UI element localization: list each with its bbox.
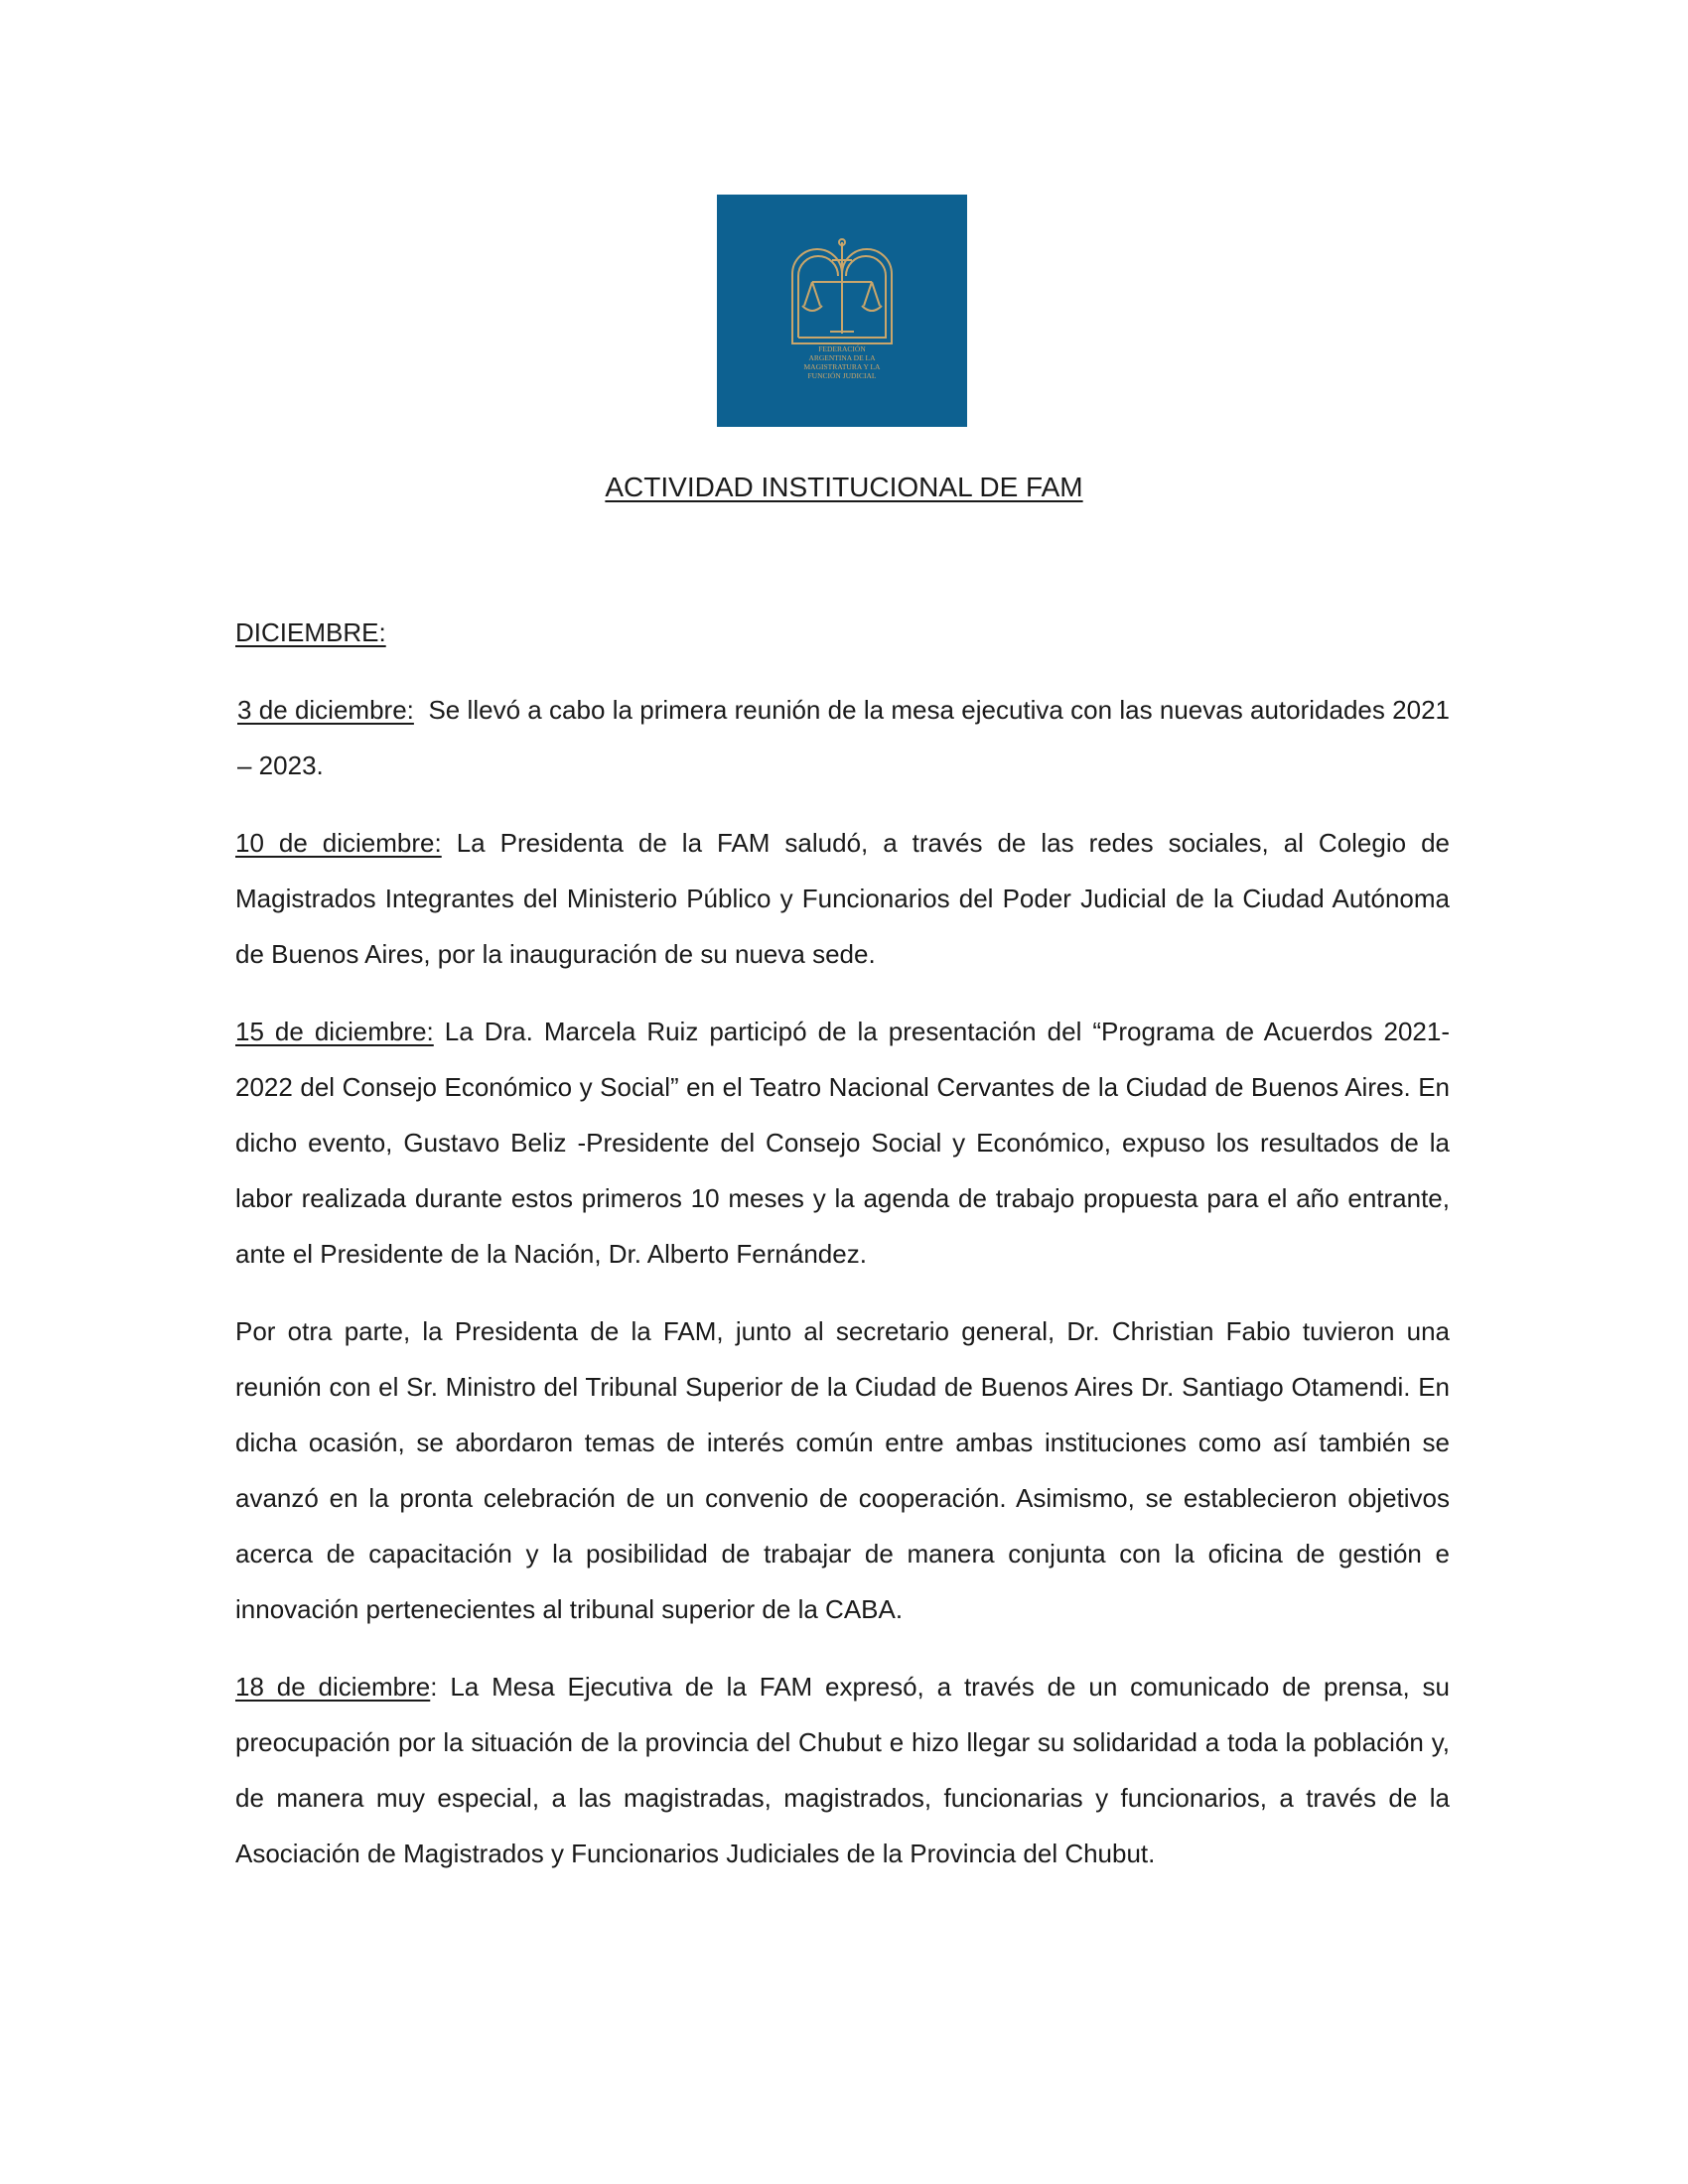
entry-sep: :	[430, 1672, 451, 1702]
fam-logo	[717, 195, 967, 427]
entry-text: Por otra parte, la Presidenta de la FAM, junto al secretario general, Dr. Christian Fabio tuvieron una reunión con el Sr. Ministro del Tribunal Superior de la Ciudad de Buenos Aires Dr. Santiago Otamendi. En dicha ocasión, se abordaron temas de interés común entre ambas instituciones como así también se avanzó en la pronta celebración de un convenio de cooperación. Asimismo, se establecieron objetivos acerca de capacitación y la posibilidad de trabajar de manera conjunta con la oficina de gestión e innovación pertenecientes al tribunal superior de la CABA.	[235, 1316, 1450, 1624]
entry-sep	[414, 695, 429, 725]
entry-dec-3	[235, 682, 1450, 793]
entry-dec-15	[235, 1004, 1450, 1282]
logo-line-4: FUNCIÓN JUDICIAL	[807, 371, 877, 380]
entry-text: La Mesa Ejecutiva de la FAM expresó, a través de un comunicado de prensa, su preocupación por la situación de la provincia del Chubut e hizo llegar su solidaridad a toda la población y, de manera muy especial, a las magistradas, magistrados, funcionarias y funcionarios, a través de la Asociación de Magistrados y Funcionarios Judiciales de la Provincia del Chubut.	[235, 1672, 1450, 1868]
entry-text: La Dra. Marcela Ruiz participó de la presentación del “Programa de Acuerdos 2021-2022 del Consejo Económico y Social” en el Teatro Nacional Cervantes de la Ciudad de Buenos Aires. En dicho evento, Gustavo Beliz -Presidente del Consejo Social y Económico, expuso los resultados de la labor realizada durante estos primeros 10 meses y la agenda de trabajo propuesta para el año entrante, ante el Presidente de la Nación, Dr. Alberto Fernández.	[235, 1017, 1450, 1269]
entry-date: 18 de diciembre	[235, 1672, 431, 1702]
entry-dec-10	[235, 815, 1450, 982]
scales-of-justice-icon	[786, 234, 898, 383]
month-heading: DICIEMBRE:	[235, 617, 386, 647]
entry-date: 10 de diciembre:	[235, 828, 442, 858]
page-title: ACTIVIDAD INSTITUCIONAL DE FAM	[605, 472, 1083, 502]
entry-dec-18	[235, 1659, 1450, 1881]
entry-text: La Presidenta de la FAM saludó, a través de las redes sociales, al Colegio de Magistrados Integrantes del Ministerio Público y Funcionarios del Poder Judicial de la Ciudad Autónoma de Buenos Aires, por la inauguración de su nueva sede.	[235, 828, 1450, 969]
entry-sep	[434, 1017, 445, 1046]
entry-dec-15-continued	[235, 1303, 1450, 1637]
document-body	[235, 611, 1450, 1903]
entry-date: 3 de diciembre:	[237, 695, 414, 725]
entry-sep	[442, 828, 457, 858]
logo-line-3: MAGISTRATURA Y LA	[803, 362, 881, 371]
entry-text: Se llevó a cabo la primera reunión de la mesa ejecutiva con las nuevas autoridades 2021 – 2023.	[237, 695, 1451, 780]
entry-date: 15 de diciembre:	[235, 1017, 434, 1046]
logo-line-2: ARGENTINA DE LA	[808, 353, 876, 362]
logo-line-1: FEDERACIÓN	[818, 344, 866, 353]
